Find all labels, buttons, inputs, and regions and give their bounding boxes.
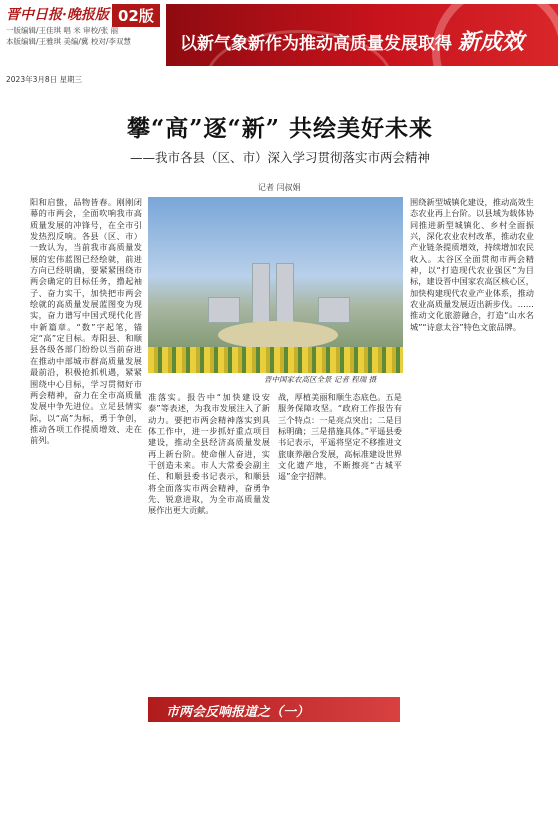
edition-badge: 02版 — [112, 4, 160, 27]
article-column-1: 阳和启蛰，品物皆春。刚刚闭幕的市两会，全面吹响我市高质量发展的冲锋号，在全市引发热烈反响。各县（区、市）一致认为，当前我市高质量发展的宏伟蓝图已经绘就，前进方向已经明确，要紧紧围绕市两会确定的目标任务，撸起袖子、奋力实干，加快把市两会绘就的高质量发展蓝图变为现实，奋力谱写中国式现代化晋中新篇章。“数”字起笔，锚定“高”定目标。寿阳县、和顺县各级各部门纷纷以当前奋进在推动中部城市群高质量发展最前沿，积极抢抓机遇，紧紧围绕中心目标，学习贯彻好市两会精神，奋力在全市高质量发展中争先进位。立足县情实际，以“高”为标，勇于争创，推动各项工作提质增效、走在前列。 — [30, 197, 142, 446]
masthead-meta — [6, 26, 162, 47]
building-shape — [208, 297, 240, 323]
banner-slogan-text: 以新气象新作为推动高质量发展取得 — [180, 34, 452, 54]
plaza-shape — [218, 321, 338, 349]
banner-slogan — [180, 25, 524, 56]
series-banner — [148, 697, 400, 722]
article-byline: 记者 闫叔娟 — [258, 183, 301, 192]
issue-date: 2023年3月8日 星期三 — [6, 75, 83, 84]
page-header — [0, 0, 560, 82]
building-shape — [318, 297, 350, 323]
meta-line: 本版编辑/王雅琪 美编/冀 校对/李双慧 — [6, 36, 131, 46]
article-photo — [148, 197, 403, 373]
article-column-3: 战，厚植美丽和顺生态底色。五是服务保障攻坚。“政府工作报告有三个特点：一是亮点突出；二是目标明确；三是措施具体。”平遥县委书记表示，平遥将坚定不移推进文旅康养融合发展，高标准建设世界文化遗产地，不断擦亮“古城平遥”金字招牌。 — [278, 392, 402, 482]
article-headline: 攀“高”逐“新” 共绘美好未来 — [127, 115, 433, 142]
series-banner-text: 市两会反响报道之（一） — [166, 705, 310, 720]
article-column-2: 准落实。报告中“加快建设安泰”等表述，为我市发展注入了新动力。要把市两会精神落实到具体工作中，进一步抓好重点项目建设，推动全县经济高质量发展再上新台阶。使命催人奋进，实干创造未来。市人大常委会副主任、和顺县委书记表示，和顺县将全面落实市两会精神，奋勇争先、锐意进取，为全市高质量发展作出更大贡献。 — [148, 392, 270, 516]
photo-caption: 晋中国家农高区全景 记者 程瑞 摄 — [264, 375, 377, 384]
building-shape — [276, 263, 294, 323]
masthead — [6, 4, 164, 82]
flower-bed-shape — [148, 347, 403, 373]
top-banner — [166, 4, 558, 66]
newspaper-logo: 晋中日报·晚报版 — [6, 7, 109, 23]
banner-slogan-emphasis: 新成效 — [457, 30, 524, 55]
article-subhead: ——我市各县（区、市）深入学习贯彻落实市两会精神 — [129, 150, 430, 165]
building-shape — [252, 263, 270, 323]
meta-line: 一版编辑/王佳琪 唱 米 审校/张 丽 — [6, 26, 119, 35]
article-column-4: 围绕新型城镇化建设，推动高效生态农业再上台阶。以县域为载体协同推进新型城镇化、乡村全面振兴，深化农业农村改革，推动农业产业链条提质增效，持续增加农民收入。太谷区全面贯彻市两会精神，以“打造现代农业强区”为目标，建设晋中国家农高区核心区，加快构建现代农业产业体系，推动农业高质量发展迈出新步伐。……推动文化旅游融合，打造“山水名城”“诗意太谷”特色文旅品牌。 — [410, 197, 534, 332]
